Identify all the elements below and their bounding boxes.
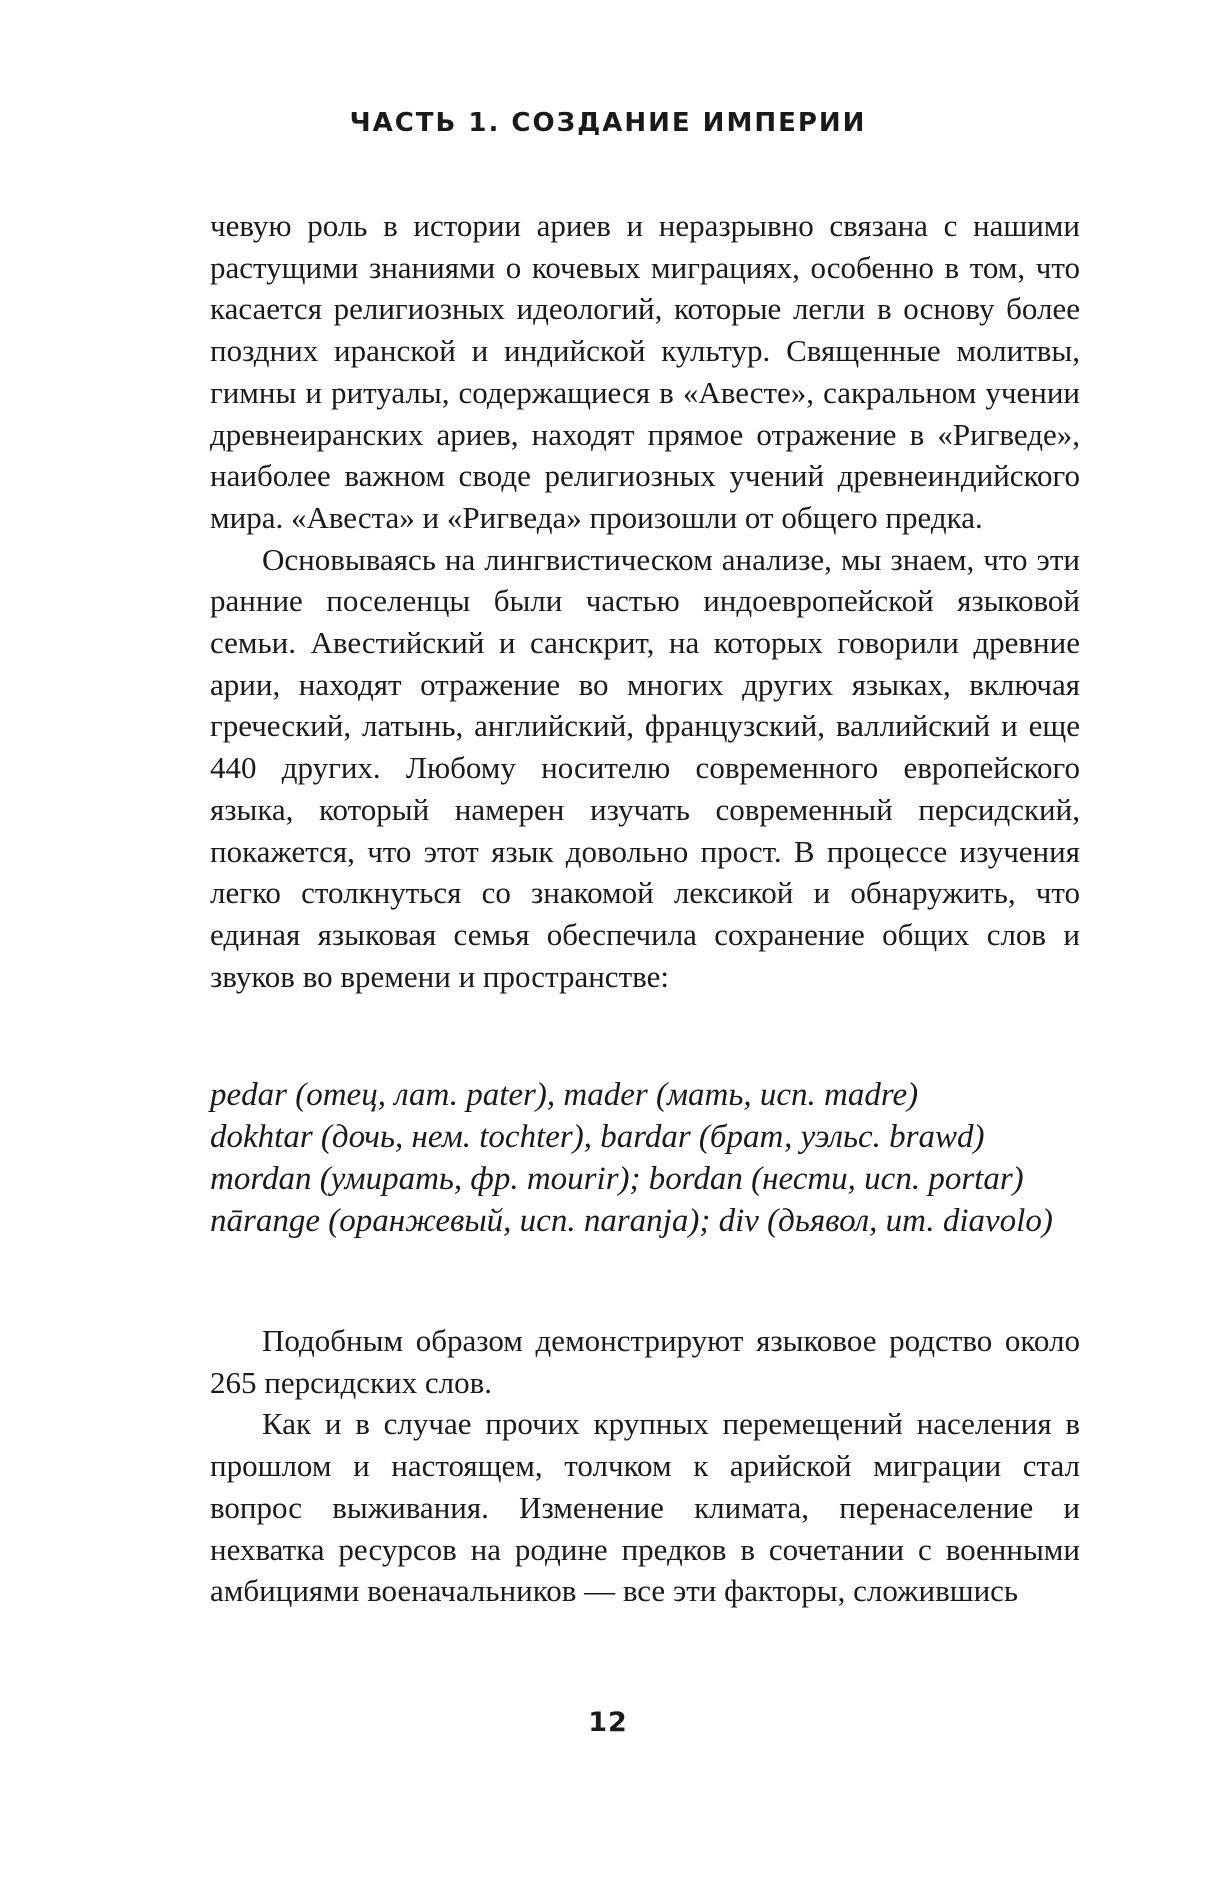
example-line-4: nārange (оранжевый, исп. naranja); div (дьявол, ит. diavolo)	[210, 1203, 1053, 1239]
example-line-2: dokhtar (дочь, нем. tochter), bardar (брат, уэльс. brawd)	[210, 1119, 985, 1155]
paragraph-2: Основываясь на лингвистическом анализе, мы знаем, что эти ранние поселенцы были частью индоевропейской языковой семьи. Авестийский и санскрит, на которых говорили древние арии, находят отражение во многих других языках, включая греческий, латынь, английский, французский, валлийский и еще 440 других. Любому носителю современного европейского языка, который намерен изучать современный персидский, покажется, что этот язык довольно прост. В процессе изучения легко столкнуться со знакомой лексикой и обнаружить, что единая языковая семья обеспечила сохранение общих слов и звуков во времени и пространстве:	[210, 541, 1080, 994]
paragraph-4: Как и в случае прочих крупных перемещений населения в прошлом и настоящем, толчком к арийской миграции стал вопрос выживания. Изменение климата, перенаселение и нехватка ресурсов на родине предков в сочетании с военными амбициями военачальников — все эти факторы, сложившись	[210, 1406, 1080, 1609]
word-examples	[210, 1074, 1080, 1242]
example-line-3: mordan (умирать, фр. mourir); bordan (нести, исп. portar)	[210, 1161, 1024, 1197]
paragraph-1: чевую роль в истории ариев и неразрывно связана с нашими растущими знаниями о кочевых миграциях, особенно в том, что касается религиозных идеологий, которые легли в основу более поздних иранской и индийской культур. Священные молитвы, гимны и ритуалы, содержащиеся в «Авесте», сакральном учении древнеиранских ариев, находят прямое отражение в «Ригведе», наиболее важном своде религиозных учений древнеиндийского мира. «Авеста» и «Ригведа» произошли от общего предка.	[210, 208, 1080, 535]
running-head: ЧАСТЬ 1. СОЗДАНИЕ ИМПЕРИИ	[349, 108, 867, 138]
text-block-lower	[210, 1320, 1080, 1612]
example-line-1: pedar (отец, лат. pater), mader (мать, исп. madre)	[210, 1077, 919, 1113]
text-block-upper	[210, 205, 1080, 997]
page-number: 12	[588, 1707, 628, 1738]
paragraph-3: Подобным образом демонстрируют языковое родство около 265 персидских слов.	[210, 1323, 1080, 1400]
